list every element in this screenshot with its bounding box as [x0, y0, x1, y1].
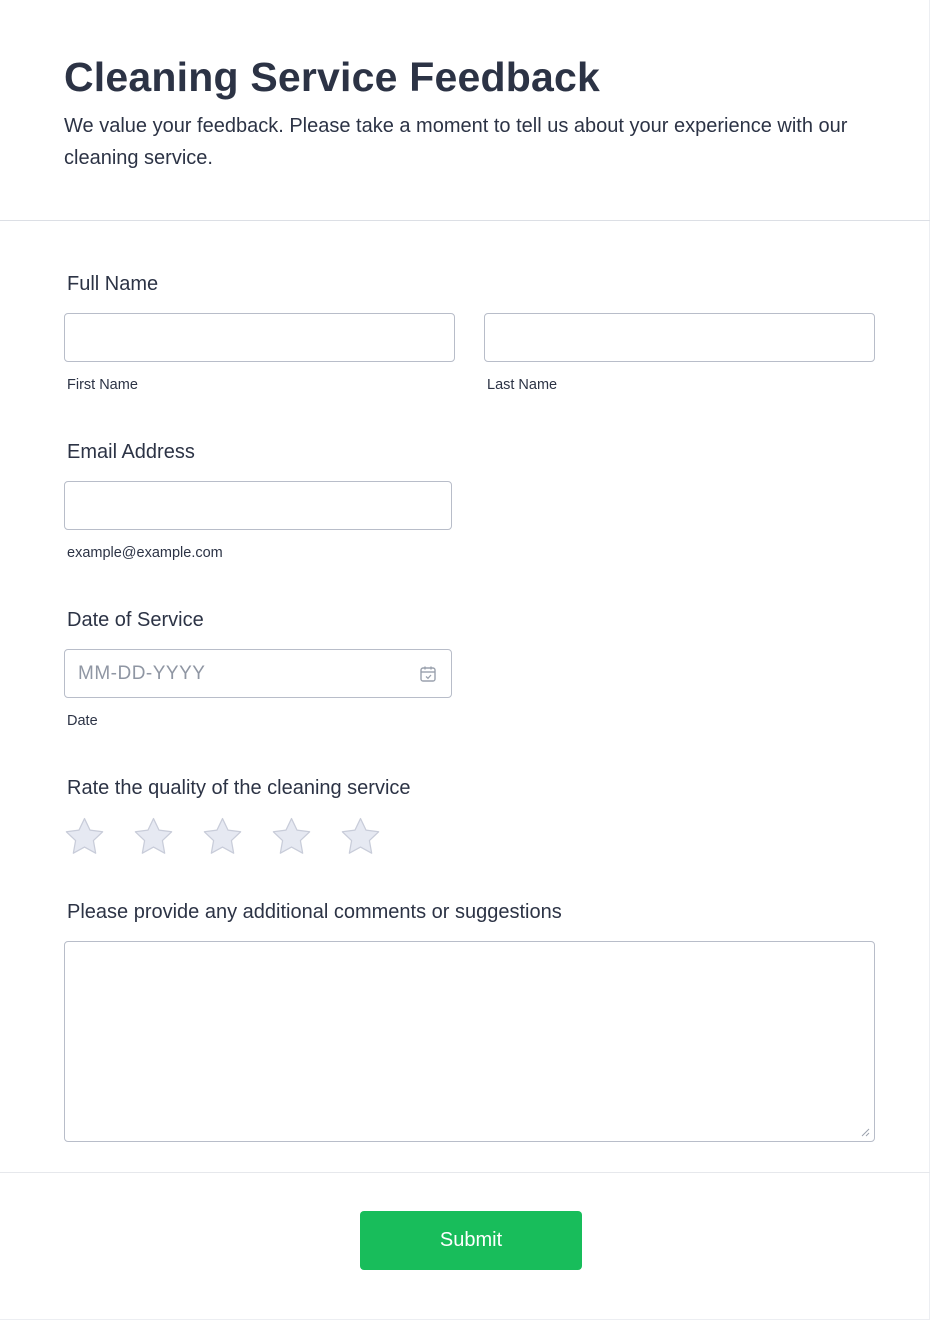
email-input[interactable] [64, 481, 452, 530]
header-divider [0, 220, 930, 221]
date-input[interactable] [64, 649, 452, 698]
star-icon[interactable] [271, 816, 312, 857]
email-sublabel: example@example.com [67, 545, 223, 561]
date-label: Date of Service [67, 609, 204, 631]
first-name-input[interactable] [64, 313, 455, 362]
first-name-sublabel: First Name [67, 377, 138, 393]
last-name-sublabel: Last Name [487, 377, 558, 393]
date-placeholder: MM-DD-YYYY [78, 663, 206, 684]
resize-handle-icon[interactable] [860, 1127, 870, 1137]
form-header [64, 52, 874, 174]
star-rating [64, 816, 409, 857]
footer-divider [0, 1172, 930, 1173]
star-icon[interactable] [133, 816, 174, 857]
rating-label: Rate the quality of the cleaning service [67, 777, 411, 799]
comments-textarea[interactable] [64, 941, 875, 1142]
comments-label: Please provide any additional comments or suggestions [67, 901, 562, 923]
date-sublabel: Date [67, 713, 98, 729]
submit-button[interactable]: Submit [360, 1211, 582, 1270]
page-title: Cleaning Service Feedback [64, 54, 600, 100]
calendar-icon[interactable] [419, 665, 437, 683]
last-name-input[interactable] [484, 313, 875, 362]
star-icon[interactable] [64, 816, 105, 857]
email-label: Email Address [67, 441, 195, 463]
star-icon[interactable] [202, 816, 243, 857]
page-subtitle: We value your feedback. Please take a moment to tell us about your experience with our cleaning service. [64, 115, 848, 169]
full-name-label: Full Name [67, 273, 159, 295]
star-icon[interactable] [340, 816, 381, 857]
